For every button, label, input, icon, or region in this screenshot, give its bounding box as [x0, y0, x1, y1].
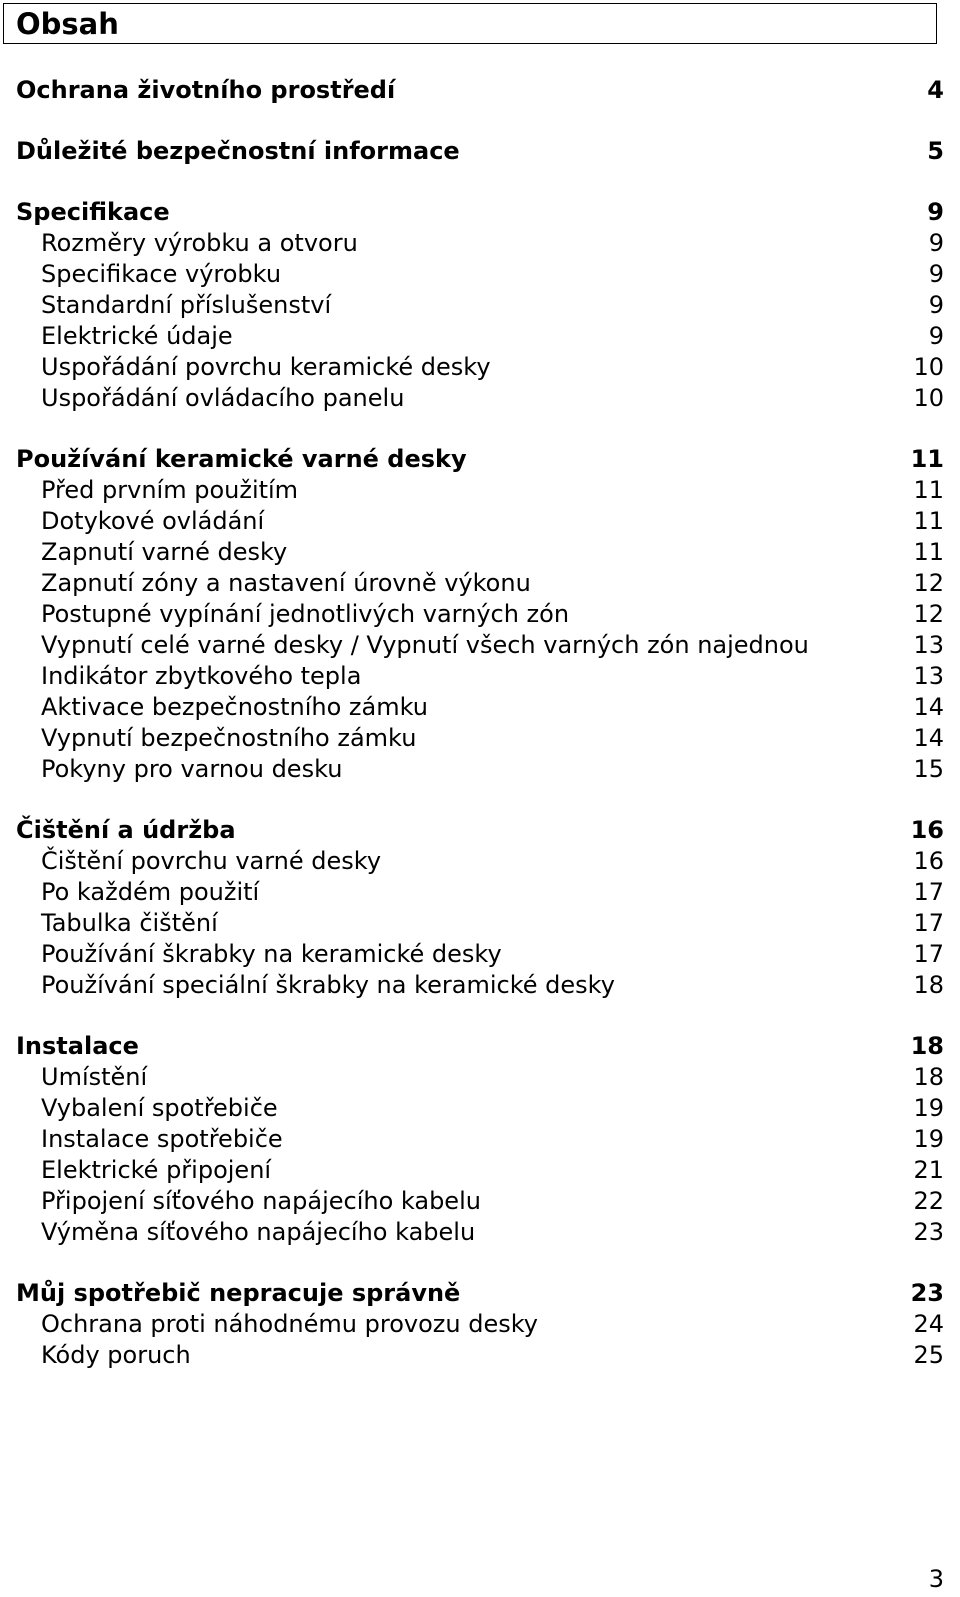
toc-entry-page: 12 [913, 600, 944, 628]
toc-heading-label: Ochrana životního prostředí [16, 76, 396, 104]
toc-entry-page: 11 [913, 507, 944, 535]
toc-entry-page: 17 [913, 878, 944, 906]
toc-entry-label: Připojení síťového napájecího kabelu [41, 1187, 481, 1215]
toc-entry-row [0, 352, 960, 383]
toc-heading-page: 16 [910, 816, 944, 844]
toc-entry-page: 16 [913, 847, 944, 875]
toc-entry-label: Vybalení spotřebiče [41, 1094, 278, 1122]
toc-heading-label: Můj spotřebič nepracuje správně [16, 1279, 461, 1307]
page-title: Obsah [16, 7, 119, 41]
toc-entry-page: 18 [913, 971, 944, 999]
toc-entry-label: Indikátor zbytkového tepla [41, 662, 362, 690]
toc-section [0, 1031, 960, 1248]
toc-entry-row [0, 568, 960, 599]
toc-entry-page: 17 [913, 909, 944, 937]
toc-entry-row [0, 321, 960, 352]
toc-entry-row [0, 908, 960, 939]
toc-section [0, 815, 960, 1001]
toc-entry-row [0, 1124, 960, 1155]
toc-entry-row [0, 692, 960, 723]
toc-entry-label: Vypnutí bezpečnostního zámku [41, 724, 417, 752]
toc-entry-page: 21 [913, 1156, 944, 1184]
toc-entry-row [0, 475, 960, 506]
toc-entry-label: Pokyny pro varnou desku [41, 755, 343, 783]
toc-section [0, 444, 960, 785]
toc-heading-page: 4 [927, 76, 944, 104]
toc-heading-page: 11 [910, 445, 944, 473]
toc-heading-page: 5 [927, 137, 944, 165]
toc-entry-label: Uspořádání povrchu keramické desky [41, 353, 491, 381]
toc-entry-row [0, 661, 960, 692]
toc-entry-row [0, 939, 960, 970]
toc-title-box [3, 3, 937, 44]
toc-entry-row [0, 1155, 960, 1186]
toc-heading-label: Specifikace [16, 198, 170, 226]
toc-entry-row [0, 877, 960, 908]
toc-entry-label: Elektrické připojení [41, 1156, 272, 1184]
toc-entry-page: 22 [913, 1187, 944, 1215]
toc-entry-page: 18 [913, 1063, 944, 1091]
toc-entry-page: 14 [913, 724, 944, 752]
toc-entry-page: 19 [913, 1125, 944, 1153]
toc-entry-label: Kódy poruch [41, 1341, 191, 1369]
toc-heading-label: Čištění a údržba [16, 816, 236, 844]
toc-entry-label: Rozměry výrobku a otvoru [41, 229, 358, 257]
toc-entry-page: 17 [913, 940, 944, 968]
toc-entry-page: 9 [928, 322, 944, 350]
toc-entry-row [0, 506, 960, 537]
toc-entry-row [0, 537, 960, 568]
toc-entry-page: 9 [928, 291, 944, 319]
toc-entry-label: Používání škrabky na keramické desky [41, 940, 502, 968]
toc-heading-label: Používání keramické varné desky [16, 445, 467, 473]
table-of-contents [0, 75, 960, 1401]
toc-entry-row [0, 1062, 960, 1093]
toc-entry-row [0, 1309, 960, 1340]
toc-entry-row [0, 383, 960, 414]
toc-section [0, 1278, 960, 1371]
toc-entry-row [0, 1217, 960, 1248]
toc-entry-page: 11 [913, 476, 944, 504]
toc-entry-page: 24 [913, 1310, 944, 1338]
toc-entry-page: 9 [928, 260, 944, 288]
toc-entry-label: Uspořádání ovládacího panelu [41, 384, 405, 412]
toc-entry-label: Před prvním použitím [41, 476, 299, 504]
toc-entry-label: Vypnutí celé varné desky / Vypnutí všech varných zón najednou [41, 631, 809, 659]
toc-entry-label: Zapnutí zóny a nastavení úrovně výkonu [41, 569, 531, 597]
toc-entry-label: Používání speciální škrabky na keramické desky [41, 971, 615, 999]
toc-entry-label: Postupné vypínání jednotlivých varných zón [41, 600, 570, 628]
toc-entry-row [0, 259, 960, 290]
toc-heading-page: 18 [910, 1032, 944, 1060]
toc-entry-label: Standardní příslušenství [41, 291, 332, 319]
toc-entry-page: 10 [913, 384, 944, 412]
toc-entry-label: Umístění [41, 1063, 148, 1091]
toc-entry-label: Instalace spotřebiče [41, 1125, 283, 1153]
toc-entry-row [0, 1186, 960, 1217]
toc-heading-row [0, 136, 960, 167]
toc-entry-label: Tabulka čištění [41, 909, 218, 937]
toc-heading-row [0, 197, 960, 228]
toc-entry-label: Specifikace výrobku [41, 260, 282, 288]
toc-heading-row [0, 444, 960, 475]
toc-section [0, 75, 960, 106]
toc-entry-label: Dotykové ovládání [41, 507, 265, 535]
toc-entry-label: Zapnutí varné desky [41, 538, 288, 566]
toc-entry-row [0, 970, 960, 1001]
toc-entry-row [0, 228, 960, 259]
toc-section [0, 136, 960, 167]
toc-entry-label: Aktivace bezpečnostního zámku [41, 693, 428, 721]
toc-heading-page: 9 [927, 198, 944, 226]
toc-heading-row [0, 1278, 960, 1309]
toc-entry-page: 13 [913, 631, 944, 659]
toc-heading-label: Instalace [16, 1032, 139, 1060]
toc-section [0, 197, 960, 414]
toc-entry-row [0, 1093, 960, 1124]
toc-entry-row [0, 846, 960, 877]
page-number: 3 [928, 1565, 944, 1593]
toc-entry-page: 14 [913, 693, 944, 721]
toc-heading-page: 23 [910, 1279, 944, 1307]
toc-entry-page: 13 [913, 662, 944, 690]
toc-heading-row [0, 1031, 960, 1062]
toc-heading-label: Důležité bezpečnostní informace [16, 137, 460, 165]
toc-entry-row [0, 1340, 960, 1371]
toc-entry-page: 9 [928, 229, 944, 257]
toc-entry-row [0, 599, 960, 630]
toc-entry-page: 10 [913, 353, 944, 381]
toc-heading-row [0, 815, 960, 846]
toc-entry-label: Ochrana proti náhodnému provozu desky [41, 1310, 538, 1338]
toc-entry-page: 19 [913, 1094, 944, 1122]
toc-entry-page: 23 [913, 1218, 944, 1246]
toc-entry-label: Elektrické údaje [41, 322, 233, 350]
toc-entry-row [0, 290, 960, 321]
toc-entry-page: 25 [913, 1341, 944, 1369]
toc-entry-row [0, 630, 960, 661]
toc-entry-page: 15 [913, 755, 944, 783]
toc-entry-page: 11 [913, 538, 944, 566]
toc-entry-row [0, 723, 960, 754]
toc-entry-page: 12 [913, 569, 944, 597]
toc-entry-label: Čištění povrchu varné desky [41, 847, 382, 875]
toc-heading-row [0, 75, 960, 106]
toc-entry-label: Výměna síťového napájecího kabelu [41, 1218, 476, 1246]
toc-entry-label: Po každém použití [41, 878, 260, 906]
toc-entry-row [0, 754, 960, 785]
